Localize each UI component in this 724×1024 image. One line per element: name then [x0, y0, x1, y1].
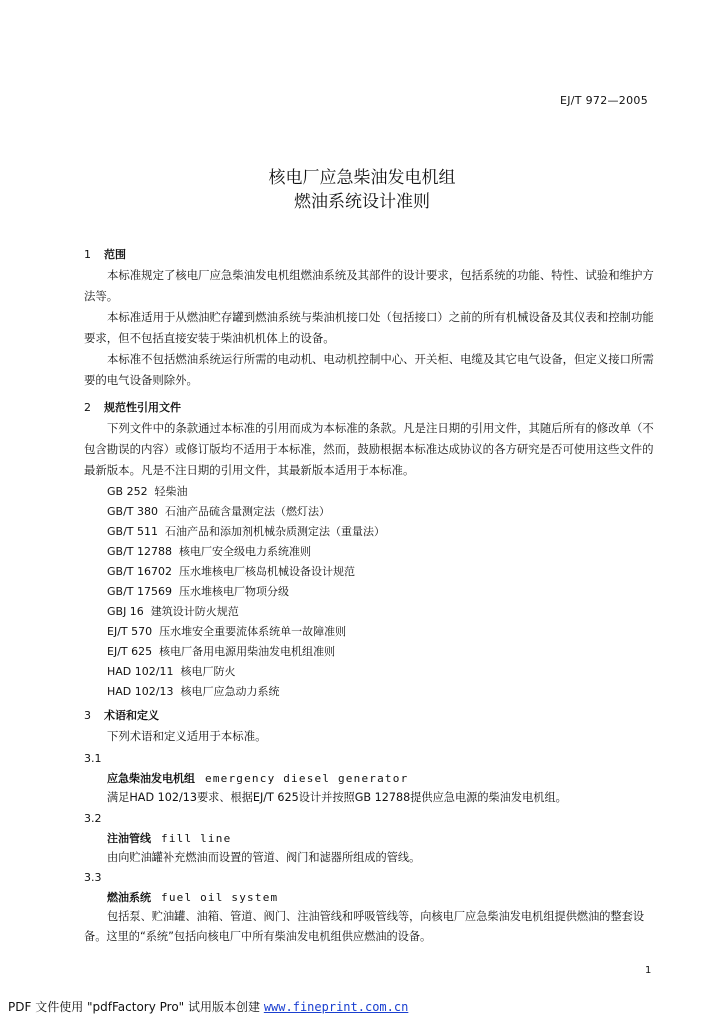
term-number: 3.1	[84, 752, 102, 765]
section-2-heading	[84, 399, 181, 415]
term-english: fill line	[161, 832, 232, 845]
reference-item: GB/T 16702 压水堆核电厂核岛机械设备设计规范	[107, 565, 355, 578]
section-2-paragraph-1: 下列文件中的条款通过本标准的引用而成为本标准的条款。凡是注日期的引用文件，其随后所有的修改单（不包含勘误的内容）或修订版均不适用于本标准，然而，鼓励根据本标准达成协议的各方研究是否可使用这些文件的最新版本。凡是不注日期的引用文件，其最新版本适用于本标准。	[84, 421, 654, 477]
pdf-footer	[8, 998, 408, 1015]
section-1-paragraph-1: 本标准规定了核电厂应急柴油发电机组燃油系统及其部件的设计要求，包括系统的功能、特性、试验和维护方法等。	[84, 268, 654, 303]
reference-item: GB/T 12788 核电厂安全级电力系统准则	[107, 545, 311, 558]
term-heading	[107, 889, 278, 905]
reference-item: EJ/T 625 核电厂备用电源用柴油发电机组准则	[107, 645, 336, 658]
term-definition: 由向贮油罐补充燃油而设置的管道、阀门和滤器所组成的管线。	[107, 851, 421, 864]
document-title-line-1: 核电厂应急柴油发电机组	[268, 168, 456, 188]
term-chinese: 注油管线	[107, 832, 151, 845]
section-title: 术语和定义	[104, 709, 159, 722]
section-3-heading	[84, 707, 159, 723]
reference-item: GBJ 16 建筑设计防火规范	[107, 605, 239, 618]
reference-item: HAD 102/13 核电厂应急动力系统	[107, 685, 280, 698]
reference-item: EJ/T 570 压水堆安全重要流体系统单一故障准则	[107, 625, 347, 638]
footer-link[interactable]: www.fineprint.com.cn	[263, 1000, 409, 1014]
reference-item: GB 252 轻柴油	[107, 485, 188, 498]
reference-item: GB/T 17569 压水堆核电厂物项分级	[107, 585, 289, 598]
section-3-paragraph-1: 下列术语和定义适用于本标准。	[107, 729, 267, 743]
reference-item: GB/T 380 石油产品硫含量测定法（燃灯法）	[107, 505, 330, 518]
term-heading	[107, 770, 408, 786]
term-definition: 满足HAD 102/13要求、根据EJ/T 625设计并按照GB 12788提供应急电源的柴油发电机组。	[107, 791, 567, 804]
term-number: 3.2	[84, 812, 102, 825]
document-title-line-2: 燃油系统设计准则	[294, 192, 430, 212]
term-chinese: 应急柴油发电机组	[107, 772, 195, 785]
term-english: emergency diesel generator	[205, 772, 409, 785]
document-code: EJ/T 972—2005	[560, 94, 649, 107]
section-title: 规范性引用文件	[104, 401, 181, 414]
page-number: 1	[645, 965, 652, 976]
section-1-paragraph-3: 本标准不包括燃油系统运行所需的电动机、电动机控制中心、开关柜、电缆及其它电气设备，但定义接口所需要的电气设备则除外。	[84, 352, 654, 387]
section-1-paragraph-2: 本标准适用于从燃油贮存罐到燃油系统与柴油机接口处（包括接口）之前的所有机械设备及其仪表和控制功能要求，但不包括直接安装于柴油机机体上的设备。	[84, 310, 654, 345]
section-number: 2	[84, 401, 91, 414]
term-definition: 包括泵、贮油罐、油箱、管道、阀门、注油管线和呼吸管线等，向核电厂应急柴油发电机组提供燃油的整套设备。这里的“系统”包括向核电厂中所有柴油发电机组供应燃油的设备。	[84, 910, 645, 943]
term-number: 3.3	[84, 871, 102, 884]
reference-item: HAD 102/11 核电厂防火	[107, 665, 236, 678]
section-number: 1	[84, 248, 91, 261]
term-chinese: 燃油系统	[107, 891, 151, 904]
term-heading	[107, 830, 231, 846]
footer-text: PDF 文件使用 "pdfFactory Pro" 试用版本创建	[8, 1000, 264, 1014]
section-title: 范围	[104, 248, 126, 261]
reference-item: GB/T 511 石油产品和添加剂机械杂质测定法（重量法）	[107, 525, 385, 538]
section-1-heading	[84, 246, 126, 262]
section-number: 3	[84, 709, 91, 722]
term-english: fuel oil system	[161, 891, 279, 904]
